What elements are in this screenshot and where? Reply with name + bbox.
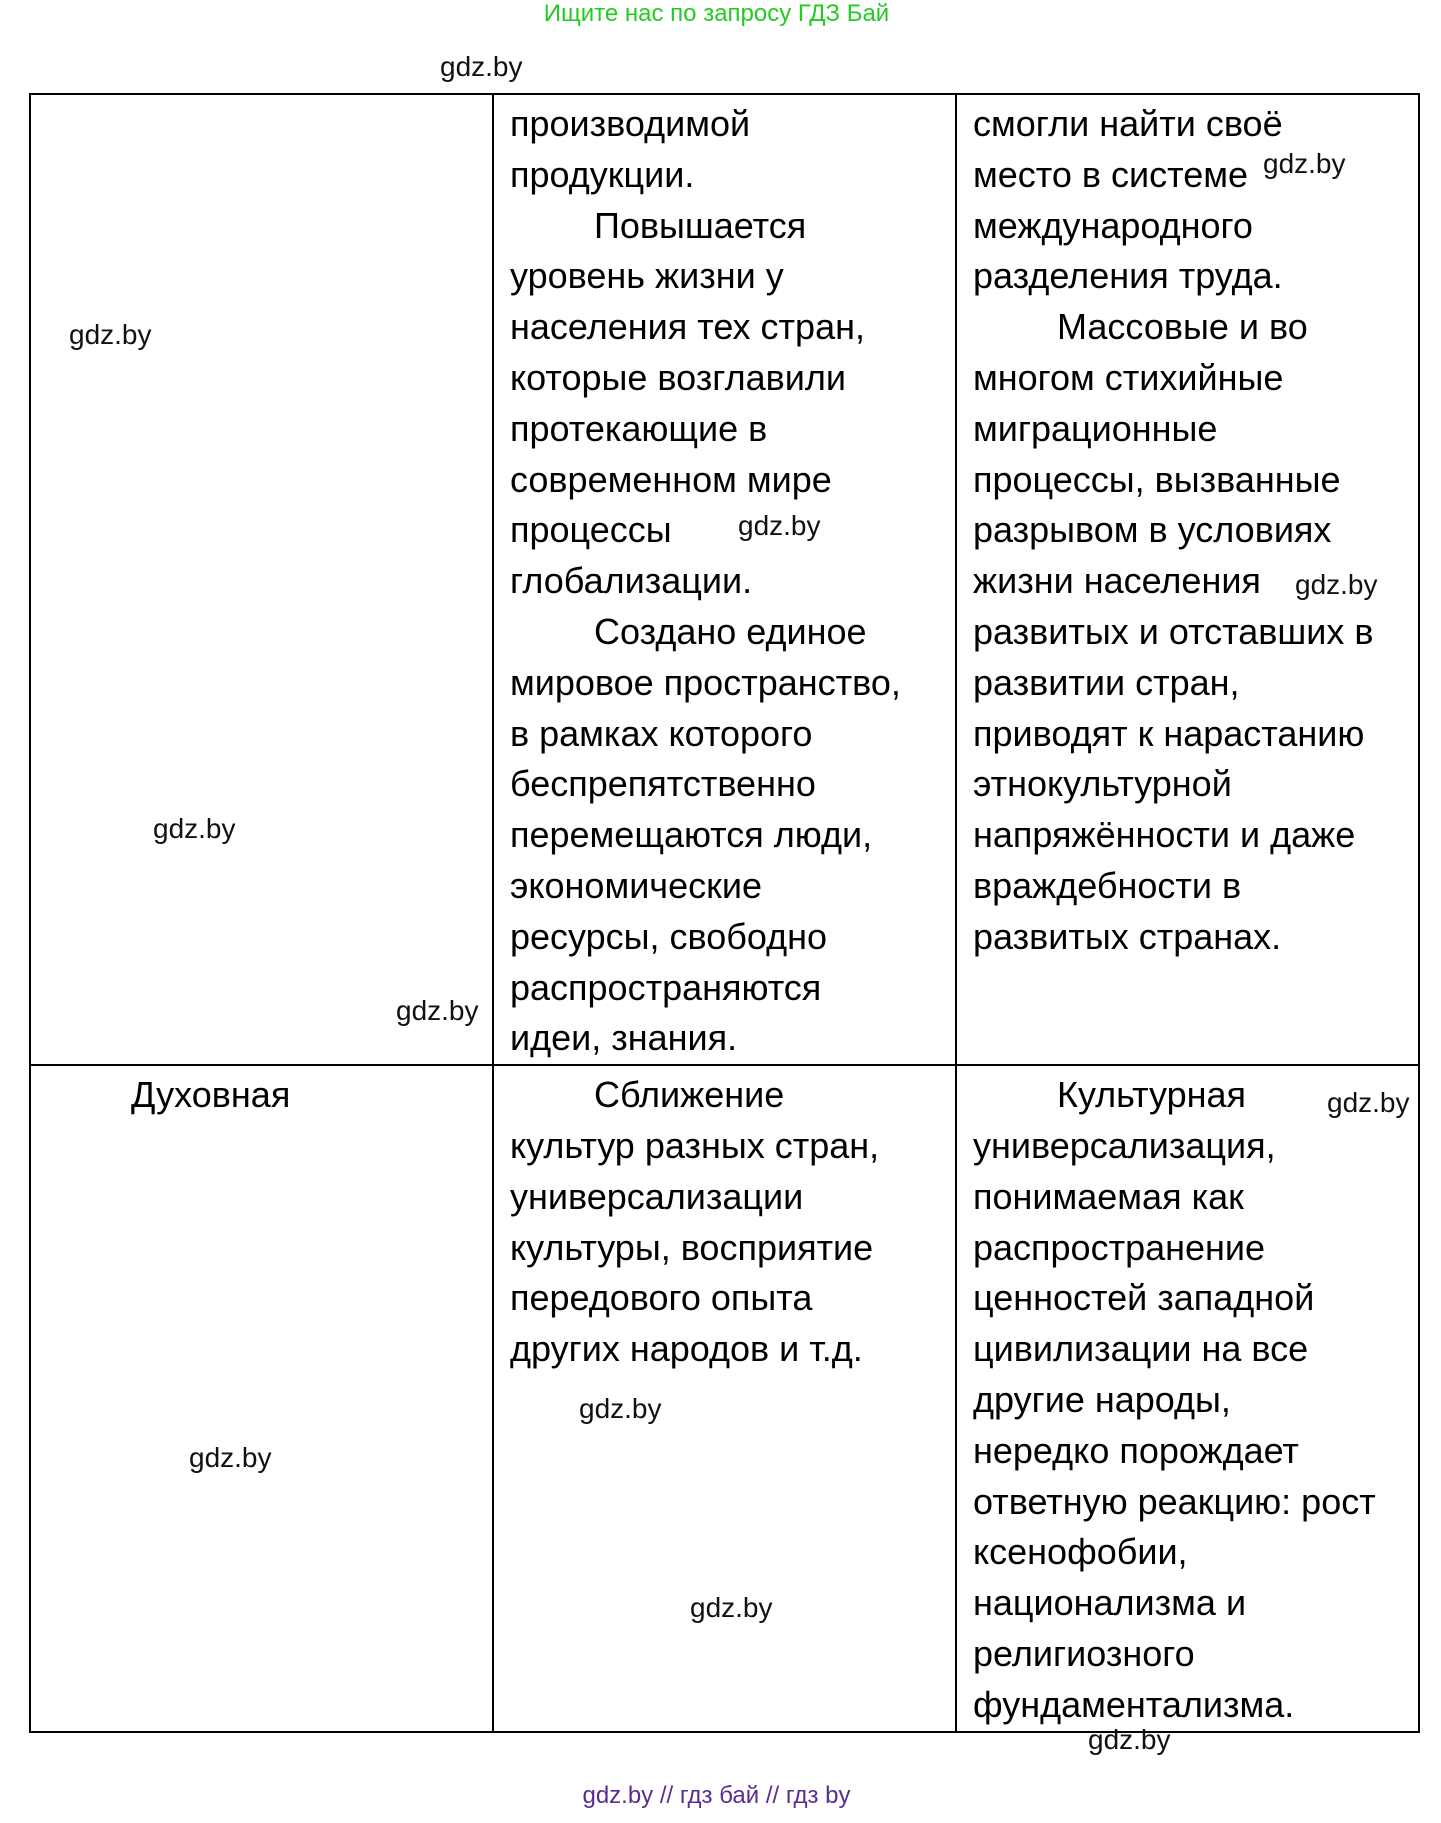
text-line: продукции. [510,153,695,195]
text-line: ответную реакцию: рост [973,1480,1376,1522]
text-line: производимой [510,103,751,144]
text-line: которые возглавили [510,356,846,398]
text-line: другие народы, [973,1378,1231,1420]
text-line: ценностей западной [973,1277,1315,1319]
sphere-label: Духовная [131,1074,291,1116]
table-row [30,94,1419,1065]
text-line: культур разных стран, [510,1124,880,1166]
table-cell-positive [493,1065,956,1731]
search-hint-banner: Ищите нас по запросу ГДЗ Бай [543,0,890,27]
text-line: враждебности в [973,864,1242,906]
watermark: gdz.by [440,51,523,82]
negative-consequences-text [957,1066,1418,1730]
positive-consequences-text [494,95,955,1064]
text-line: распространение [973,1226,1266,1268]
footer-links: gdz.by // гдз бай // гдз by [582,1782,851,1809]
sphere-label [31,95,492,99]
text-line: жизни населения [973,560,1261,602]
text-line: населения тех стран, [510,306,865,348]
text-line: универсализация, [973,1124,1276,1166]
text-line: развитых и отставших в [973,610,1374,652]
text-line: Сближение [594,1074,785,1116]
text-line: процессы, вызванные [973,458,1341,500]
text-line: разрывом в условиях [973,509,1332,551]
watermark: gdz.by [69,319,152,350]
watermark: gdz.by [1295,569,1378,600]
text-line: Повышается [594,204,807,246]
text-line: многом стихийные [973,356,1284,398]
watermark: gdz.by [1263,148,1346,179]
text-line: мировое пространство, [510,661,901,703]
text-line: миграционные [973,407,1218,449]
text-line: религиозного [973,1632,1195,1674]
watermark: gdz.by [690,1592,773,1623]
text-line: ресурсы, свободно [510,915,828,957]
text-line: понимаемая как [973,1175,1244,1217]
text-line: Культурная [1057,1074,1247,1116]
text-line: этнокультурной [973,763,1232,805]
text-line: разделения труда. [973,255,1283,297]
text-line: протекающие в [510,407,768,449]
text-line: развитии стран, [973,661,1240,703]
watermark: gdz.by [396,995,479,1026]
text-line: распространяются [510,966,822,1008]
table-cell-sphere [30,1065,493,1731]
text-line: глобализации. [510,560,753,602]
table-row [30,1065,1419,1731]
text-line: уровень жизни у [510,255,784,297]
watermark: gdz.by [1088,1724,1171,1755]
table-cell-sphere [30,94,493,1065]
text-line: место в системе [973,153,1248,195]
text-line: национализма и [973,1582,1247,1624]
table-cell-negative [956,1065,1419,1731]
text-line: современном мире [510,458,832,500]
watermark: gdz.by [738,510,821,541]
text-line: смогли найти своё [973,103,1283,144]
text-line: универсализации [510,1175,804,1217]
text-line: цивилизации на все [973,1328,1309,1370]
text-line: процессы [510,509,672,551]
watermark: gdz.by [1327,1087,1410,1118]
text-line: других народов и т.д. [510,1328,863,1370]
text-line: в рамках которого [510,712,813,754]
watermark: gdz.by [579,1393,662,1424]
text-line: культуры, восприятие [510,1226,874,1268]
text-line: напряжённости и даже [973,814,1356,856]
text-line: экономические [510,864,762,906]
text-line: идеи, знания. [510,1017,738,1059]
text-line: беспрепятственно [510,763,816,805]
text-line: приводят к нарастанию [973,712,1365,754]
watermark: gdz.by [153,813,236,844]
watermark: gdz.by [189,1442,272,1473]
text-line: Массовые и во [1057,306,1308,348]
positive-consequences-text [494,1066,955,1375]
text-line: Создано единое [594,610,867,652]
text-line: перемещаются люди, [510,814,873,856]
text-line: нередко порождает [973,1429,1299,1471]
text-line: фундаментализма. [973,1683,1295,1725]
text-line: развитых странах. [973,915,1282,957]
table-cell-positive [493,94,956,1065]
text-line: передового опыта [510,1277,813,1319]
negative-consequences-text [957,95,1418,963]
comparison-table [29,93,1420,1733]
text-line: международного [973,204,1253,246]
text-line: ксенофобии, [973,1531,1188,1573]
